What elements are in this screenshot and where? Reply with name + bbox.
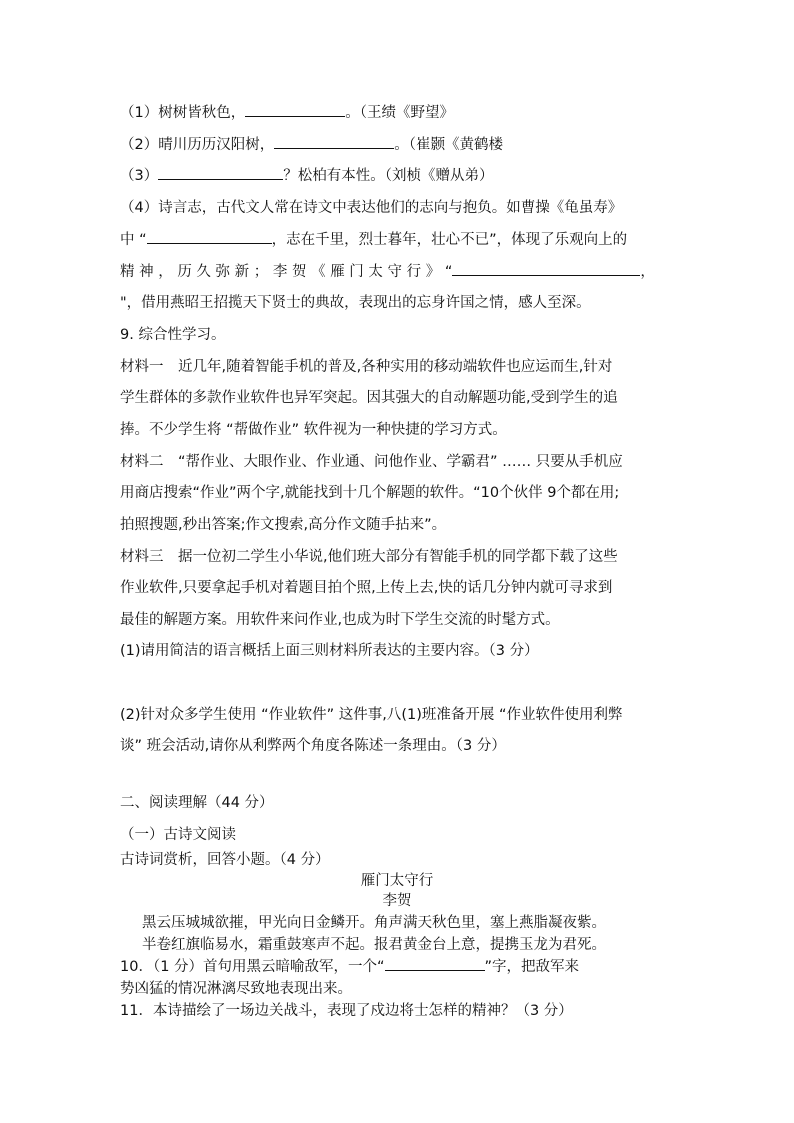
poem-title: 雁门太守行 [360,873,434,889]
poem-intro: 古诗词赏析，回答小题。（4 分） [120,852,330,868]
part-2-heading: 二、阅读理解（44 分） [120,795,274,811]
answer-blank[interactable] [385,956,485,971]
material-3-line-2: 作业软件,只要拿起手机对着题目拍个照,上传上去,快的话几分钟内就可寻求到 [120,580,613,596]
q9-sub-2-line-1: (2)针对众多学生使用 “作业软件” 这件事,八(1)班准备开展 “作业软件使用利弊 [120,707,623,723]
material-1-line-3: 捧。不少学生将 “帮做作业” 软件视为一种快捷的学习方式。 [120,422,507,438]
text: ，志在千里，烈士暮年，壮心不已”，体现了乐观向上的 [271,232,628,248]
section-1-heading: （一）古诗文阅读 [120,827,236,843]
q8-line-1 [120,101,454,122]
text: ”字，把敌军来 [484,959,580,975]
q9-sub-1: (1)请用简洁的语言概括上面三则材料所表达的主要内容。（3 分） [120,643,539,659]
text: （3） [120,168,159,184]
text: （2）晴川历历汉阳树， [120,137,275,153]
q10-line-1 [120,955,579,976]
poem-line-1: 黑云压城城欲摧，甲光向日金鳞开。角声满天秋色里，塞上燕脂凝夜紫。 [142,915,606,931]
q8-line-4: （4）诗言志，古代文人常在诗文中表达他们的志向与抱负。如曹操《龟虽寿》 [120,200,623,216]
answer-blank[interactable] [452,261,640,276]
text: 。（崔颢《黄鹤楼 [394,137,503,153]
text: 中 “ [120,232,147,248]
material-1-line-2: 学生群体的多款作业软件也异军突起。因其强大的自动解题功能,受到学生的追 [120,390,618,406]
text: 10．（1 分）首句用黑云暗喻敌军，一个“ [120,959,385,975]
poem-line-2: 半卷红旗临易水，霜重鼓寒声不起。报君黄金台上意，提携玉龙为君死。 [142,937,606,953]
material-3-line-1: 材料三 据一位初二学生小华说,他们班大部分有智能手机的同学都下载了这些 [120,549,618,565]
answer-blank[interactable] [245,102,345,117]
material-2-line-2: 用商店搜索“作业”两个字,就能找到十几个解题的软件。“10个伙伴 9个都在用; [120,485,620,501]
text: 精 神 ， 历 久 弥 新 ； 李 贺 《 雁 门 太 守 行 》 “ [120,264,453,280]
text: 。（王绩《野望》 [345,105,454,121]
answer-blank[interactable] [158,165,283,180]
answer-blank[interactable] [147,229,272,244]
q11: 11．本诗描绘了一场边关战斗，表现了戍边将士怎样的精神？（3 分） [120,1003,573,1019]
text: （1）树树皆秋色， [120,105,246,121]
poem-author: 李贺 [382,893,412,909]
material-3-line-3: 最佳的解题方案。用软件来问作业,也成为时下学生交流的时髦方式。 [120,612,560,628]
q8-line-7: "，借用燕昭王招揽天下贤士的典故，表现出的忘身许国之情，感人至深。 [120,295,591,311]
q8-line-2 [120,133,503,154]
q8-line-3 [120,164,493,185]
answer-blank[interactable] [274,134,394,149]
q8-line-5 [120,228,627,249]
material-2-line-1: 材料二 “帮作业、大眼作业、作业通、问他作业、学霸君” …… 只要从手机应 [120,454,623,470]
q9-sub-2-line-2: 谈” 班会活动,请你从利弊两个角度各陈述一条理由。（3 分） [120,738,506,754]
q9-title: 9. 综合性学习。 [120,327,226,343]
material-2-line-3: 拍照搜题,秒出答案;作文搜索,高分作文随手拈来”。 [120,517,447,533]
q10-line-2: 势凶猛的情况淋漓尽致地表现出来。 [120,981,352,997]
text: ， [640,264,655,280]
q8-line-6 [120,260,655,281]
material-1-line-1: 材料一 近几年,随着智能手机的普及,各种实用的移动端软件也应运而生,针对 [120,359,613,375]
text: ？松柏有本性。（刘桢《赠从弟） [283,168,494,184]
